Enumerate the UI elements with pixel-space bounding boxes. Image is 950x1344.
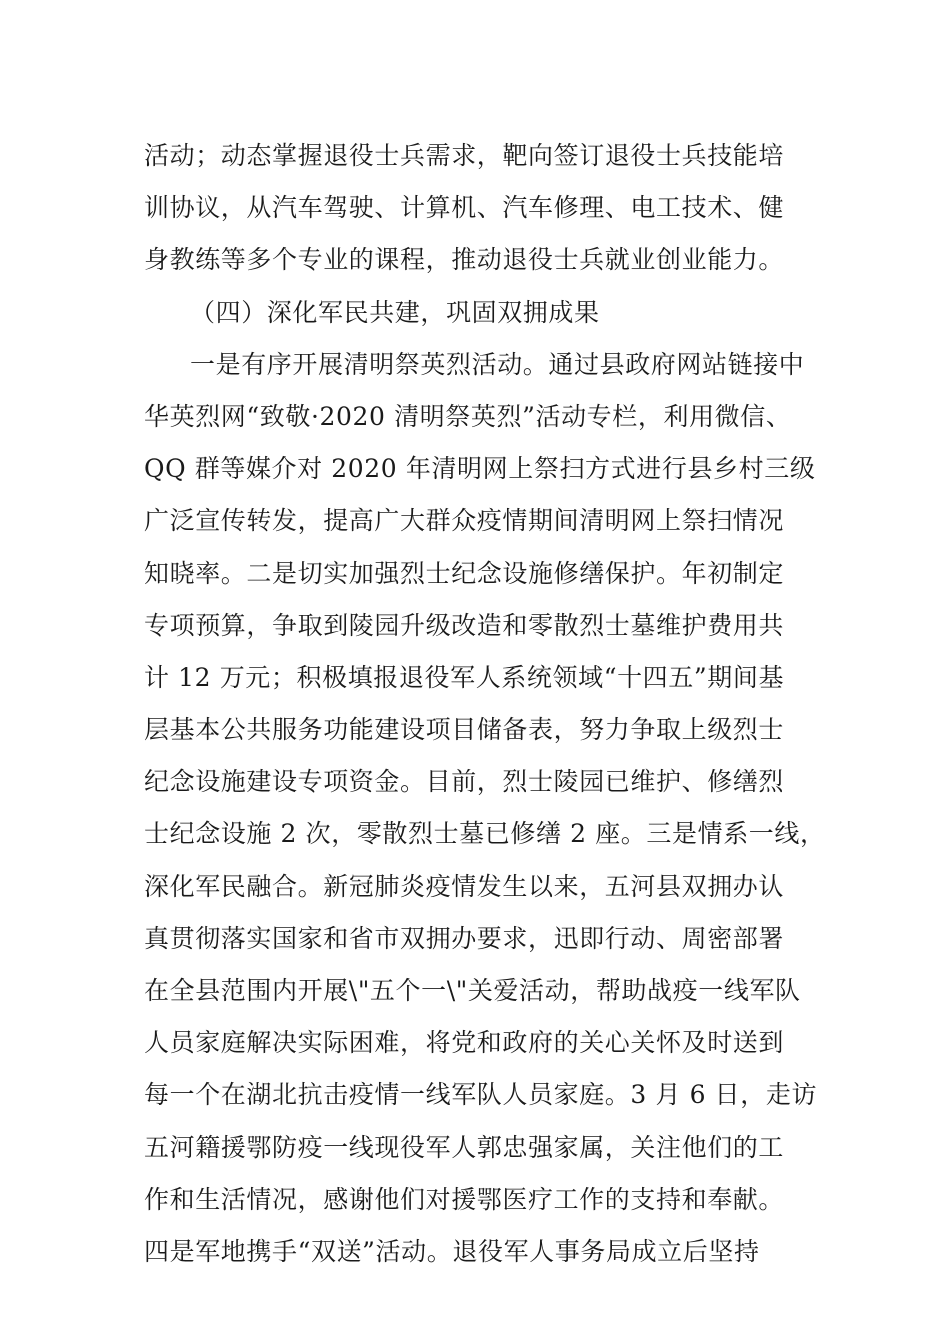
text-line: 华英烈网“致敬·2020 清明祭英烈”活动专栏，利用微信、 [144, 401, 792, 431]
text-line: QQ 群等媒介对 2020 年清明网上祭扫方式进行县乡村三级 [144, 454, 816, 484]
text-line: 纪念设施建设专项资金。目前，烈士陵园已维护、修缮烈 [144, 767, 785, 797]
text-line: 训协议，从汽车驾驶、计算机、汽车修理、电工技术、健 [144, 193, 785, 223]
section-heading: （四）深化军民共建，巩固双拥成果 [190, 297, 600, 327]
text-line: 知晓率。二是切实加强烈士纪念设施修缮保护。年初制定 [144, 558, 785, 588]
text-line: 人员家庭解决实际困难，将党和政府的关心关怀及时送到 [144, 1028, 785, 1058]
text-line: 专项预算，争取到陵园升级改造和零散烈士墓维护费用共 [144, 610, 785, 640]
text-line: 作和生活情况，感谢他们对援鄂医疗工作的支持和奉献。 [144, 1184, 785, 1214]
text-line: 深化军民融合。新冠肺炎疫情发生以来，五河县双拥办认 [144, 871, 785, 901]
text-line: 每一个在湖北抗击疫情一线军队人员家庭。3 月 6 日，走访 [144, 1080, 818, 1110]
text-line: 五河籍援鄂防疫一线现役军人郭忠强家属，关注他们的工 [144, 1132, 785, 1162]
body-text [144, 130, 834, 1278]
text-line: 在全县范围内开展\"五个一\"关爱活动，帮助战疫一线军队 [144, 976, 801, 1005]
text-line: 层基本公共服务功能建设项目储备表，努力争取上级烈士 [144, 715, 785, 745]
text-line: 活动；动态掌握退役士兵需求，靶向签订退役士兵技能培 [144, 141, 785, 170]
text-line: 计 12 万元；积极填报退役军人系统领域“十四五”期间基 [144, 662, 785, 692]
text-line: 四是军地携手“双送”活动。退役军人事务局成立后坚持 [144, 1236, 760, 1266]
text-line: 真贯彻落实国家和省市双拥办要求，迅即行动、周密部署 [144, 923, 785, 953]
text-line: 广泛宣传转发，提高广大群众疫情期间清明网上祭扫情况 [144, 506, 785, 536]
text-line: 身教练等多个专业的课程，推动退役士兵就业创业能力。 [144, 245, 785, 275]
text-line: 士纪念设施 2 次，零散烈士墓已修缮 2 座。三是情系一线， [144, 819, 826, 849]
paragraph-first-line: 一是有序开展清明祭英烈活动。通过县政府网站链接中 [190, 349, 805, 379]
